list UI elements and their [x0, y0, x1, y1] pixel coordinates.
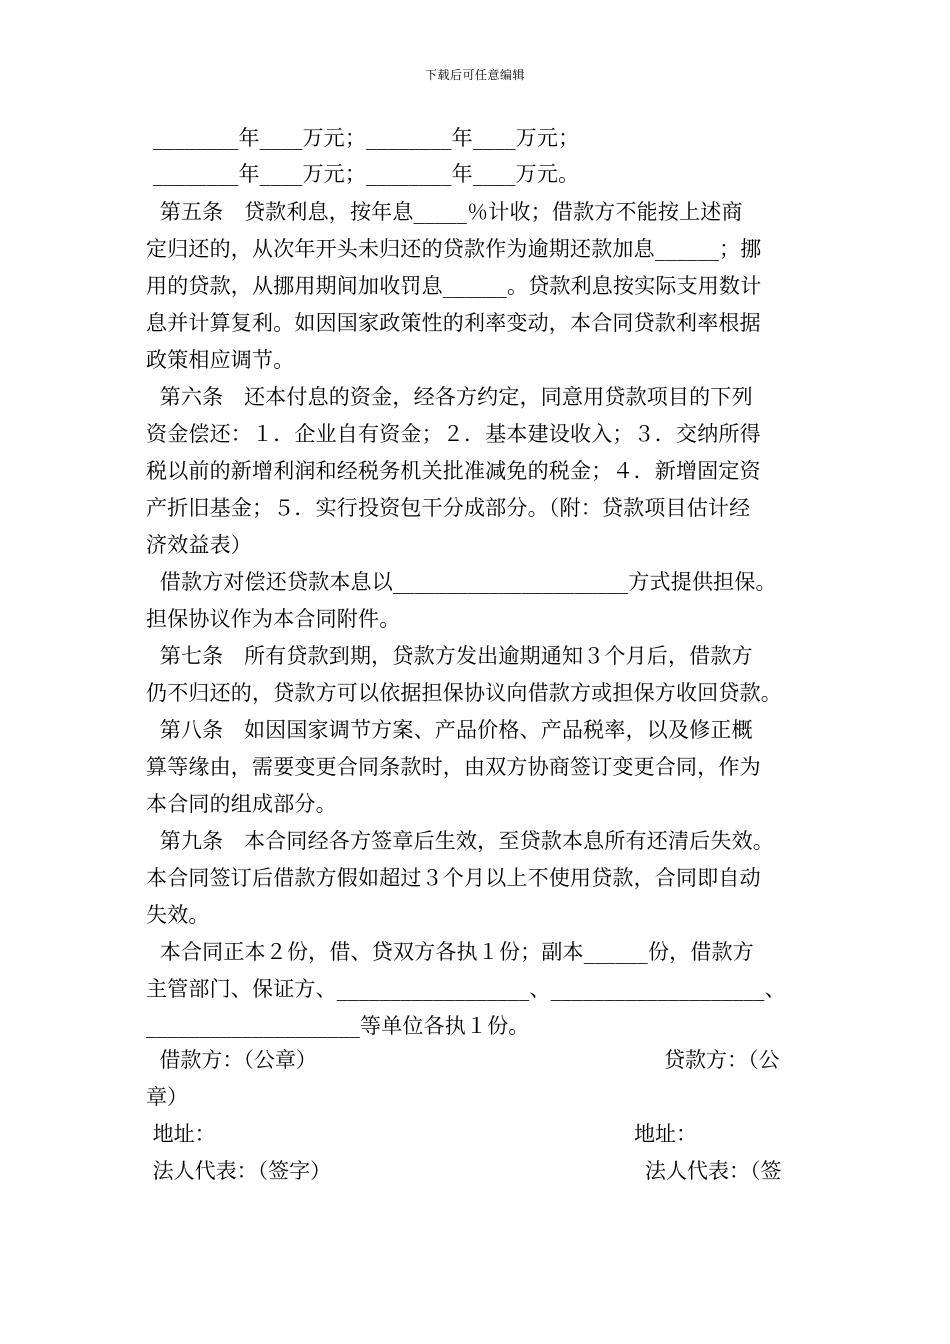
contract-line: 第六条 还本付息的资金，经各方约定，同意用贷款项目的下列	[146, 385, 753, 409]
contract-line: ________年____万元；________年____万元。	[146, 162, 580, 186]
contract-line: 息并计算复利。如因国家政策性的利率变动，本合同贷款利率根据	[146, 311, 761, 335]
contract-line: 本合同的组成部分。	[146, 792, 337, 816]
contract-line: ____________________等单位各执１份。	[146, 1014, 530, 1038]
contract-line: 第五条 贷款利息，按年息_____％计收；借款方不能按上述商	[146, 200, 743, 224]
contract-line: 算等缘由，需要变更合同条款时，由双方协商签订变更合同，作为	[146, 755, 761, 779]
borrower-seal: 借款方：（公章）	[146, 1048, 317, 1072]
contract-line: 产折旧基金；５．实行投资包干分成部分。（附：贷款项目估计经	[146, 496, 751, 520]
lender-seal-continued: 章）	[146, 1085, 188, 1109]
borrower-legal-rep: 法人代表：（签字）	[146, 1159, 332, 1183]
contract-line: 第八条 如因国家调节方案、产品价格、产品税率，以及修正概	[146, 718, 753, 742]
page-header: 下载后可任意编辑	[424, 68, 525, 82]
borrower-address: 地址：	[146, 1122, 216, 1146]
contract-line: 第九条 本合同经各方签章后生效，至贷款本息所有还清后失效。	[146, 829, 774, 853]
contract-line: 担保协议作为本合同附件。	[146, 607, 401, 631]
contract-line: 仍不归还的，贷款方可以依据担保协议向借款方或担保方收回贷款。	[146, 681, 782, 705]
contract-line: 失效。	[146, 903, 210, 927]
contract-line: 定归还的，从次年开头未归还的贷款作为逾期还款加息______；挪	[146, 237, 762, 261]
contract-line: 税以前的新增利润和经税务机关批准减免的税金；４．新增固定资	[146, 459, 761, 483]
contract-line: 政策相应调节。	[146, 348, 295, 372]
lender-seal: 贷款方：（公	[664, 1048, 780, 1072]
lender-legal-rep: 法人代表：（签	[645, 1159, 782, 1183]
contract-line: 资金偿还：１．企业自有资金；２．基本建设收入；３．交纳所得	[146, 422, 761, 446]
contract-line: ________年____万元；________年____万元；	[146, 126, 580, 150]
contract-line: 第七条 所有贷款到期，贷款方发出逾期通知３个月后，借款方	[146, 644, 753, 668]
contract-line: 本合同正本２份，借、贷双方各执１份；副本______份，借款方	[146, 940, 754, 964]
contract-line: 主管部门、保证方、__________________、____________________、	[146, 977, 786, 1001]
contract-line: 济效益表）	[146, 533, 252, 557]
lender-address: 地址：	[634, 1122, 697, 1146]
contract-line: 借款方对偿还贷款本息以______________________方式提供担保。	[146, 570, 777, 594]
contract-line: 本合同签订后借款方假如超过３个月以上不使用贷款，合同即自动	[146, 866, 761, 890]
contract-line: 用的贷款，从挪用期间加收罚息______。贷款利息按实际支用数计	[146, 274, 762, 298]
